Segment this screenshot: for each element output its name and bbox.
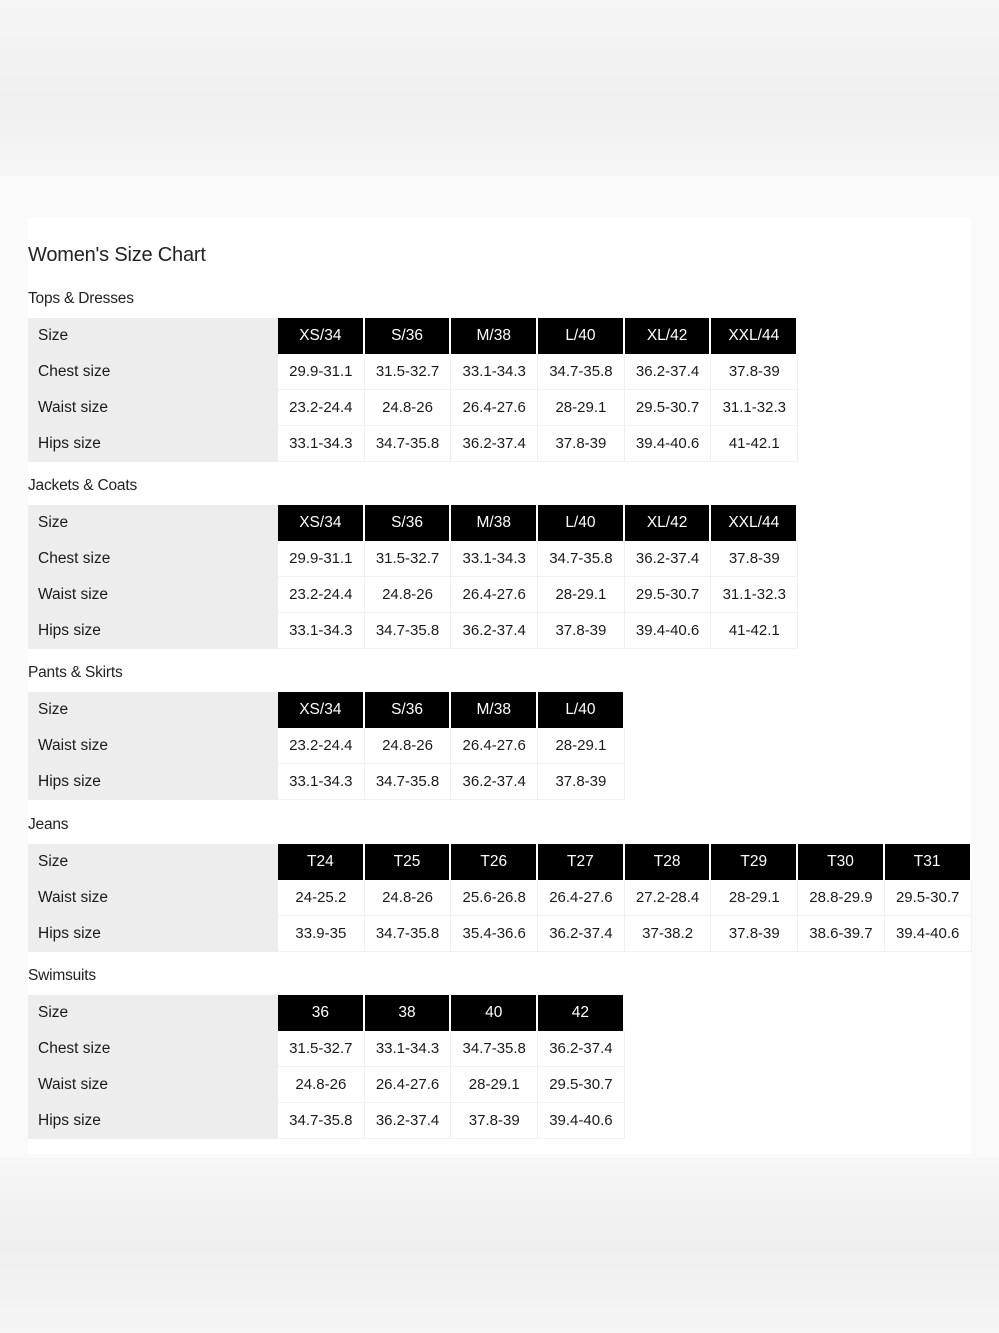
section-title-jeans: Jeans [28, 816, 69, 833]
table-row [28, 1103, 625, 1139]
table-row [28, 1031, 625, 1067]
measurement-cell: 34.7-35.8 [278, 1103, 365, 1139]
table-row [28, 692, 625, 728]
measurement-cell: 37.8-39 [711, 354, 798, 390]
table-row [28, 844, 972, 880]
measurement-cell: 33.1-34.3 [451, 354, 538, 390]
size-header-cell: XL/42 [625, 505, 712, 541]
size-header-cell: M/38 [451, 505, 538, 541]
measurement-cell: 36.2-37.4 [625, 541, 712, 577]
size-header-cell: XXL/44 [711, 505, 798, 541]
size-table-swimsuits [28, 995, 625, 1139]
size-header-cell: XS/34 [278, 505, 365, 541]
table-row [28, 505, 798, 541]
measurement-cell: 36.2-37.4 [451, 613, 538, 649]
measurement-cell: 28.8-29.9 [798, 880, 885, 916]
section-title-jackets-and-coats: Jackets & Coats [28, 477, 137, 494]
measurement-cell: 35.4-36.6 [451, 916, 538, 952]
section-title-swimsuits: Swimsuits [28, 967, 96, 984]
size-header-cell: S/36 [365, 692, 452, 728]
measurement-cell: 34.7-35.8 [451, 1031, 538, 1067]
table-row [28, 577, 798, 613]
size-header-cell: T28 [625, 844, 712, 880]
table-row [28, 541, 798, 577]
measurement-cell: 38.6-39.7 [798, 916, 885, 952]
measurement-cell: 37.8-39 [711, 916, 798, 952]
measurement-cell: 29.9-31.1 [278, 541, 365, 577]
row-label: Waist size [28, 1067, 278, 1103]
measurement-cell: 29.5-30.7 [625, 390, 712, 426]
measurement-cell: 37.8-39 [451, 1103, 538, 1139]
row-label: Size [28, 318, 278, 354]
measurement-cell: 37-38.2 [625, 916, 712, 952]
size-header-cell: T29 [711, 844, 798, 880]
size-header-cell: T27 [538, 844, 625, 880]
measurement-cell: 34.7-35.8 [538, 354, 625, 390]
size-header-cell: S/36 [365, 318, 452, 354]
measurement-cell: 36.2-37.4 [538, 916, 625, 952]
row-label: Waist size [28, 390, 278, 426]
section-title-tops-and-dresses: Tops & Dresses [28, 290, 134, 307]
table-row [28, 354, 798, 390]
table-row [28, 880, 972, 916]
measurement-cell: 39.4-40.6 [625, 426, 712, 462]
size-table-jackets-and-coats [28, 505, 798, 649]
size-header-cell: L/40 [538, 318, 625, 354]
size-header-cell: 40 [451, 995, 538, 1031]
measurement-cell: 31.5-32.7 [365, 354, 452, 390]
measurement-cell: 41-42.1 [711, 613, 798, 649]
measurement-cell: 28-29.1 [538, 728, 625, 764]
measurement-cell: 28-29.1 [538, 577, 625, 613]
row-label: Chest size [28, 541, 278, 577]
row-label: Hips size [28, 764, 278, 800]
page-title: Women's Size Chart [28, 244, 206, 266]
row-label: Size [28, 692, 278, 728]
size-header-cell: S/36 [365, 505, 452, 541]
table-row [28, 995, 625, 1031]
measurement-cell: 26.4-27.6 [365, 1067, 452, 1103]
measurement-cell: 26.4-27.6 [538, 880, 625, 916]
table-row [28, 916, 972, 952]
measurement-cell: 24.8-26 [365, 577, 452, 613]
row-label: Size [28, 505, 278, 541]
size-header-cell: 42 [538, 995, 625, 1031]
measurement-cell: 24-25.2 [278, 880, 365, 916]
size-header-cell: M/38 [451, 318, 538, 354]
measurement-cell: 24.8-26 [365, 390, 452, 426]
measurement-cell: 39.4-40.6 [625, 613, 712, 649]
measurement-cell: 39.4-40.6 [885, 916, 972, 952]
measurement-cell: 26.4-27.6 [451, 728, 538, 764]
measurement-cell: 24.8-26 [365, 880, 452, 916]
measurement-cell: 31.1-32.3 [711, 390, 798, 426]
size-header-cell: T31 [885, 844, 972, 880]
measurement-cell: 39.4-40.6 [538, 1103, 625, 1139]
size-header-cell: 36 [278, 995, 365, 1031]
size-header-cell: T26 [451, 844, 538, 880]
measurement-cell: 37.8-39 [538, 613, 625, 649]
measurement-cell: 31.5-32.7 [278, 1031, 365, 1067]
measurement-cell: 34.7-35.8 [365, 613, 452, 649]
row-label: Hips size [28, 426, 278, 462]
measurement-cell: 37.8-39 [538, 426, 625, 462]
measurement-cell: 29.5-30.7 [885, 880, 972, 916]
row-label: Size [28, 844, 278, 880]
size-header-cell: T30 [798, 844, 885, 880]
measurement-cell: 26.4-27.6 [451, 577, 538, 613]
background-bottom [0, 1158, 999, 1333]
measurement-cell: 29.5-30.7 [538, 1067, 625, 1103]
row-label: Waist size [28, 577, 278, 613]
measurement-cell: 28-29.1 [451, 1067, 538, 1103]
table-row [28, 728, 625, 764]
measurement-cell: 26.4-27.6 [451, 390, 538, 426]
measurement-cell: 36.2-37.4 [538, 1031, 625, 1067]
size-table-jeans [28, 844, 972, 952]
measurement-cell: 31.5-32.7 [365, 541, 452, 577]
measurement-cell: 33.1-34.3 [278, 426, 365, 462]
size-header-cell: XXL/44 [711, 318, 798, 354]
background-top [0, 0, 999, 176]
measurement-cell: 36.2-37.4 [451, 764, 538, 800]
measurement-cell: 41-42.1 [711, 426, 798, 462]
size-header-cell: XS/34 [278, 318, 365, 354]
row-label: Hips size [28, 613, 278, 649]
table-row [28, 764, 625, 800]
measurement-cell: 29.9-31.1 [278, 354, 365, 390]
section-title-pants-and-skirts: Pants & Skirts [28, 664, 123, 681]
measurement-cell: 34.7-35.8 [365, 916, 452, 952]
measurement-cell: 23.2-24.4 [278, 577, 365, 613]
measurement-cell: 36.2-37.4 [451, 426, 538, 462]
measurement-cell: 29.5-30.7 [625, 577, 712, 613]
measurement-cell: 33.1-34.3 [278, 764, 365, 800]
measurement-cell: 24.8-26 [278, 1067, 365, 1103]
size-header-cell: M/38 [451, 692, 538, 728]
measurement-cell: 24.8-26 [365, 728, 452, 764]
measurement-cell: 23.2-24.4 [278, 390, 365, 426]
table-row [28, 1067, 625, 1103]
measurement-cell: 34.7-35.8 [365, 764, 452, 800]
measurement-cell: 33.1-34.3 [451, 541, 538, 577]
table-row [28, 426, 798, 462]
row-label: Size [28, 995, 278, 1031]
measurement-cell: 33.9-35 [278, 916, 365, 952]
size-table-tops-and-dresses [28, 318, 798, 462]
table-row [28, 390, 798, 426]
row-label: Waist size [28, 880, 278, 916]
measurement-cell: 28-29.1 [538, 390, 625, 426]
row-label: Hips size [28, 1103, 278, 1139]
measurement-cell: 27.2-28.4 [625, 880, 712, 916]
size-header-cell: L/40 [538, 505, 625, 541]
measurement-cell: 36.2-37.4 [365, 1103, 452, 1139]
row-label: Waist size [28, 728, 278, 764]
measurement-cell: 37.8-39 [538, 764, 625, 800]
size-header-cell: 38 [365, 995, 452, 1031]
measurement-cell: 23.2-24.4 [278, 728, 365, 764]
measurement-cell: 36.2-37.4 [625, 354, 712, 390]
row-label: Hips size [28, 916, 278, 952]
measurement-cell: 28-29.1 [711, 880, 798, 916]
size-header-cell: T24 [278, 844, 365, 880]
measurement-cell: 25.6-26.8 [451, 880, 538, 916]
size-header-cell: XS/34 [278, 692, 365, 728]
measurement-cell: 31.1-32.3 [711, 577, 798, 613]
measurement-cell: 33.1-34.3 [278, 613, 365, 649]
measurement-cell: 34.7-35.8 [538, 541, 625, 577]
measurement-cell: 33.1-34.3 [365, 1031, 452, 1067]
row-label: Chest size [28, 354, 278, 390]
measurement-cell: 34.7-35.8 [365, 426, 452, 462]
table-row [28, 613, 798, 649]
size-header-cell: XL/42 [625, 318, 712, 354]
size-header-cell: T25 [365, 844, 452, 880]
measurement-cell: 37.8-39 [711, 541, 798, 577]
size-header-cell: L/40 [538, 692, 625, 728]
size-table-pants-and-skirts [28, 692, 625, 800]
row-label: Chest size [28, 1031, 278, 1067]
table-row [28, 318, 798, 354]
